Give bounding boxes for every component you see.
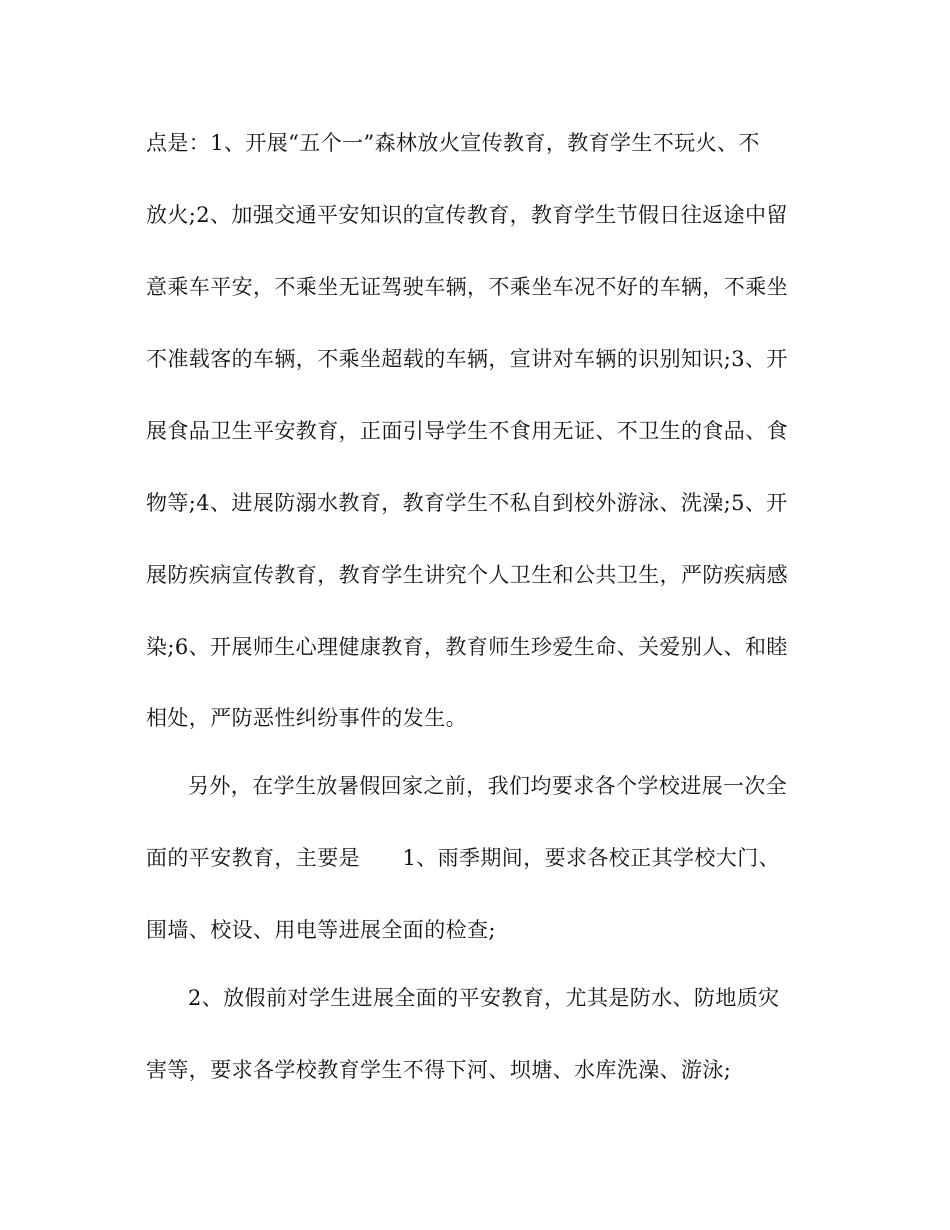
paragraph-line: 害等，要求各学校教育学生不得下河、坝塘、水库洗澡、游泳;: [146, 1058, 732, 1082]
paragraph-line: 放火;2、加强交通平安知识的宣传教育，教育学生节假日往返途中留: [146, 203, 788, 227]
paragraph-line: 不准载客的车辆，不乘坐超载的车辆，宣讲对车辆的识别知识;3、开: [146, 347, 788, 371]
paragraph-line: 相处，严防恶性纠纷事件的发生。: [146, 706, 467, 730]
paragraph-line: 另外，在学生放暑假回家之前，我们均要求各个学校进展一次全: [188, 774, 788, 798]
paragraph-line: 意乘车平安，不乘坐无证驾驶车辆，不乘坐车况不好的车辆，不乘坐: [146, 275, 788, 299]
paragraph-line: 面的平安教育，主要是 1、雨季期间，要求各校正其学校大门、: [146, 846, 781, 870]
paragraph-line: 物等;4、进展防溺水教育，教育学生不私自到校外游泳、洗澡;5、开: [146, 491, 788, 515]
paragraph-line: 展防疾病宣传教育，教育学生讲究个人卫生和公共卫生，严防疾病感: [146, 563, 788, 587]
paragraph-line: 展食品卫生平安教育，正面引导学生不食用无证、不卫生的食品、食: [146, 419, 788, 443]
paragraph-line: 2、放假前对学生进展全面的平安教育，尤其是防水、防地质灾: [188, 986, 780, 1010]
paragraph-line: 点是：1、开展“五个一”森林放火宣传教育，教育学生不玩火、不: [146, 131, 760, 155]
paragraph-line: 染;6、开展师生心理健康教育，教育师生珍爱生命、关爱别人、和睦: [146, 635, 788, 659]
paragraph-line: 围墙、校设、用电等进展全面的检查;: [146, 918, 496, 942]
